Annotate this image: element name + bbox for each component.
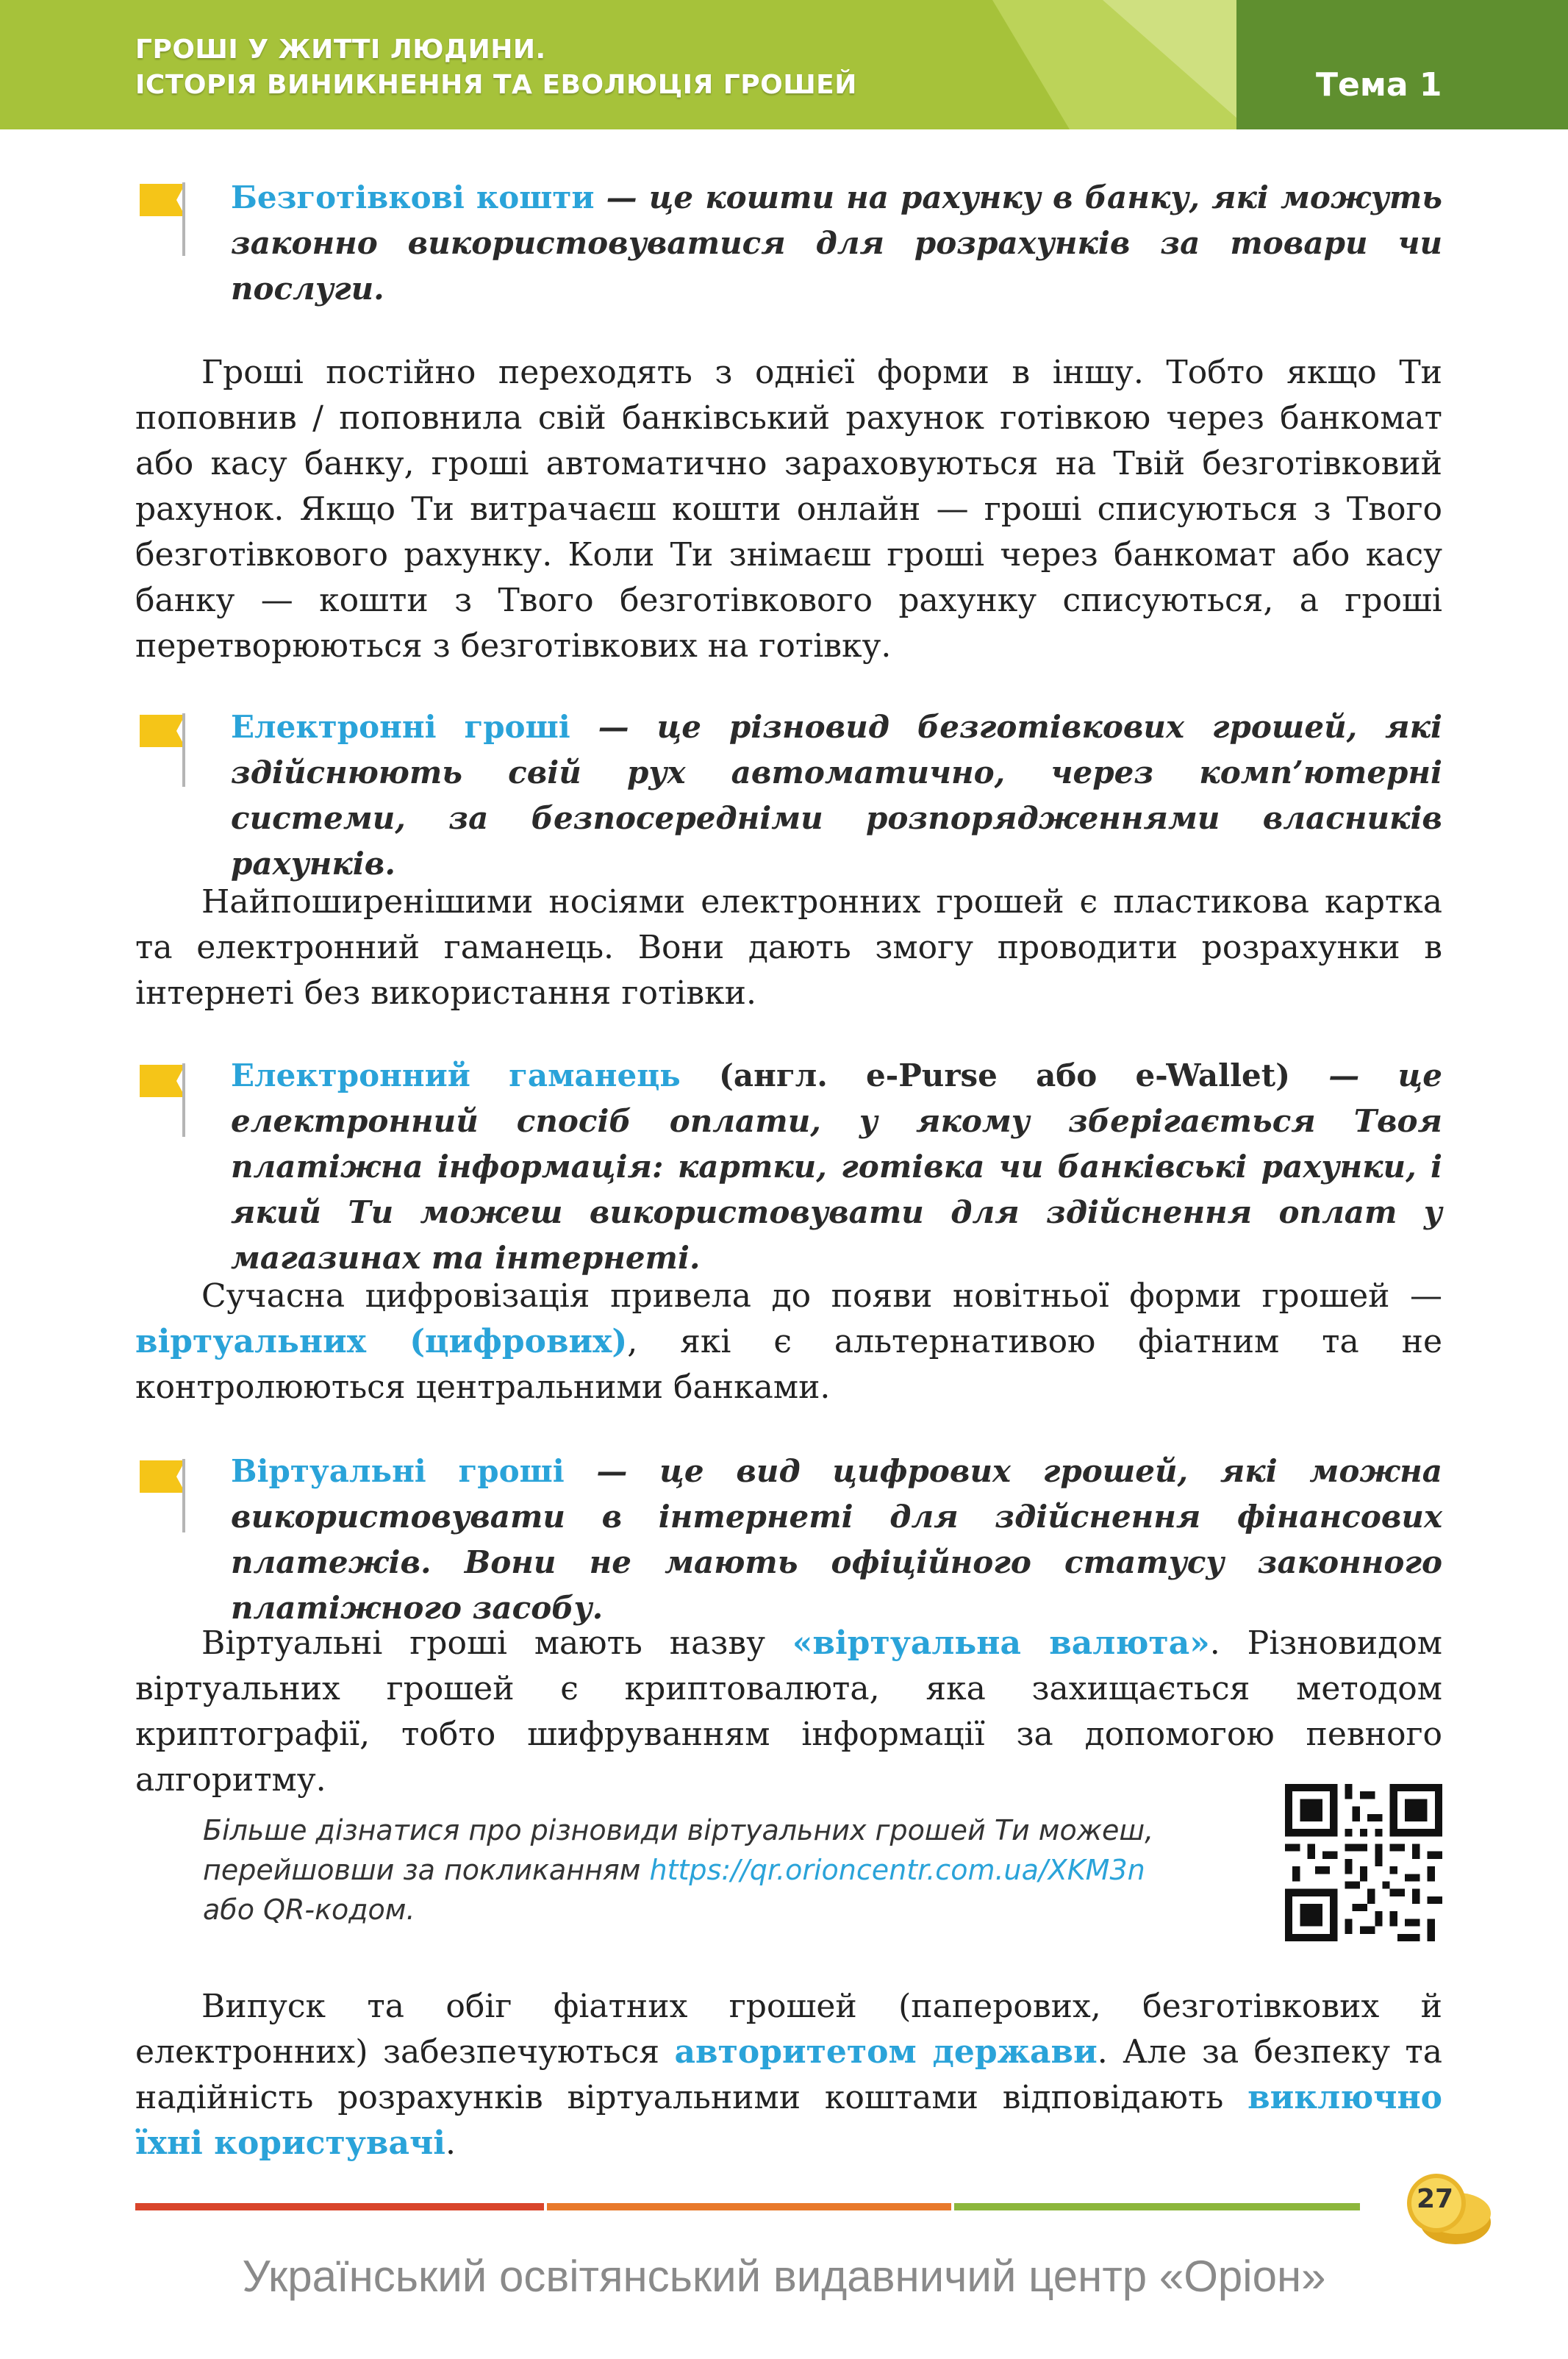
divider-orange xyxy=(547,2203,951,2210)
term-cashless: Безготівкові кошти xyxy=(231,179,595,215)
publisher-name: Український освітянський видавничий центр «Оріон» xyxy=(242,2252,1326,2301)
definition-cashless xyxy=(231,175,1442,312)
paragraph-forms: Гроші постійно переходять з однієї форми в іншу. Тобто якщо Ти поповнив / поповнила свій банківський рахунок готівкою через банкомат або касу банку, гроші автоматично зараховуються на Твій безготівковий рахунок. Якщо Ти витрачаєш кошти онлайн — гроші списуються з Твого безготівкового рахунку. Коли Ти знімаєш гроші через банкомат або касу банку — кошти з Твого безготівкового рахунку списуються, а гроші перетворюються з безготівкових на готівку. xyxy=(135,354,1442,665)
divider-green xyxy=(954,2203,1360,2210)
highlight-state-authority: авторитетом держави xyxy=(674,2033,1098,2071)
definition-ewallet xyxy=(231,1053,1442,1281)
chapter-title xyxy=(135,32,857,103)
qr-link[interactable]: https://qr.orioncentr.com.ua/XKM3n xyxy=(649,1854,1145,1886)
text: Віртуальні гроші мають назву xyxy=(201,1624,792,1662)
definition-text: — це вид цифрових грошей, які можна використовувати в інтернеті для здійснення фінансових платежів. Вони не мають офіційного статусу законного платіжного засобу. xyxy=(231,1453,1442,1626)
flag-icon xyxy=(137,176,188,257)
text: . Різновидом віртуальних грошей є криптовалюта, яка захищається методом криптографії, тобто шифруванням інформації за допомогою певного алгоритму. xyxy=(135,1624,1442,1799)
chapter-title-line2: ІСТОРІЯ ВИНИКНЕННЯ ТА ЕВОЛЮЦІЯ ГРОШЕЙ xyxy=(135,70,857,100)
page-header xyxy=(0,0,1568,129)
term-ewallet: Електронний гаманець xyxy=(231,1057,681,1093)
text: . xyxy=(445,2124,456,2162)
flag-icon xyxy=(137,707,188,788)
definition-text: — це різновид безготівкових грошей, які здійснюють свій рух автоматично, через комп’ютерні системи, за безпосередніми розпорядженнями власників рахунків. xyxy=(231,709,1442,882)
qr-code[interactable] xyxy=(1285,1784,1442,1941)
text: , які є альтернативою фіатним та не контролюються центральними банками. xyxy=(135,1323,1442,1406)
qr-note xyxy=(203,1810,1232,1930)
definition-text: — це електронний спосіб оплати, у якому зберігається Твоя платіжна інформація: картки, готівка чи банківські рахунки, і який Ти можеш використовувати для здійснення оплат у магазинах та інтернеті. xyxy=(231,1057,1442,1276)
topic-label: Тема 1 xyxy=(1316,66,1442,104)
chapter-title-line1: ГРОШІ У ЖИТТІ ЛЮДИНИ. xyxy=(135,35,546,65)
definition-virtual-money xyxy=(231,1449,1442,1631)
flag-icon xyxy=(137,1057,188,1138)
text: перейшовши за покликанням xyxy=(203,1854,650,1886)
definition-text: — це кошти на рахунку в банку, які можуть законно використовуватися для розрахунків за товари чи послуги. xyxy=(231,179,1443,307)
qr-note-line2 xyxy=(203,1850,1232,1890)
definition-emoney xyxy=(231,704,1442,887)
definition-note: (англ. e-Purse або e-Wallet) xyxy=(680,1057,1291,1093)
footer-divider xyxy=(135,2203,1360,2210)
page-number: 27 xyxy=(1416,2184,1454,2214)
paragraph-virtual-currency xyxy=(135,1621,1442,1803)
highlight-users: виключно їхні користувачі xyxy=(135,2079,1442,2162)
paragraph-carriers: Найпоширенішими носіями електронних грошей є пластикова картка та електронний гаманець. Вони дають змогу проводити розрахунки в інтернеті без використання готівки. xyxy=(135,883,1442,1012)
text: Випуск та обіг фіатних грошей (паперових, безготівкових й електронних) забезпечуються xyxy=(135,1988,1442,2071)
term-virtual-money: Віртуальні гроші xyxy=(231,1453,565,1489)
flag-icon xyxy=(137,1453,188,1534)
qr-note-line3: або QR-кодом. xyxy=(203,1894,415,1926)
text: Сучасна цифровізація привела до появи новітньої форми грошей — xyxy=(201,1277,1442,1315)
text: . Але за безпеку та надійність розрахунків віртуальними коштами відповідають xyxy=(135,2033,1442,2116)
paragraph-digitalization xyxy=(135,1274,1442,1410)
highlight-virtual: віртуальних (цифрових) xyxy=(135,1323,628,1360)
paragraph-fiat-issue xyxy=(135,1984,1442,2166)
term-emoney: Електронні гроші xyxy=(231,709,570,745)
qr-note-line1: Більше дізнатися про різновиди віртуальних грошей Ти можеш, xyxy=(203,1814,1154,1846)
divider-red xyxy=(135,2203,544,2210)
highlight-virtual-currency: «віртуальна валюта» xyxy=(792,1624,1210,1662)
